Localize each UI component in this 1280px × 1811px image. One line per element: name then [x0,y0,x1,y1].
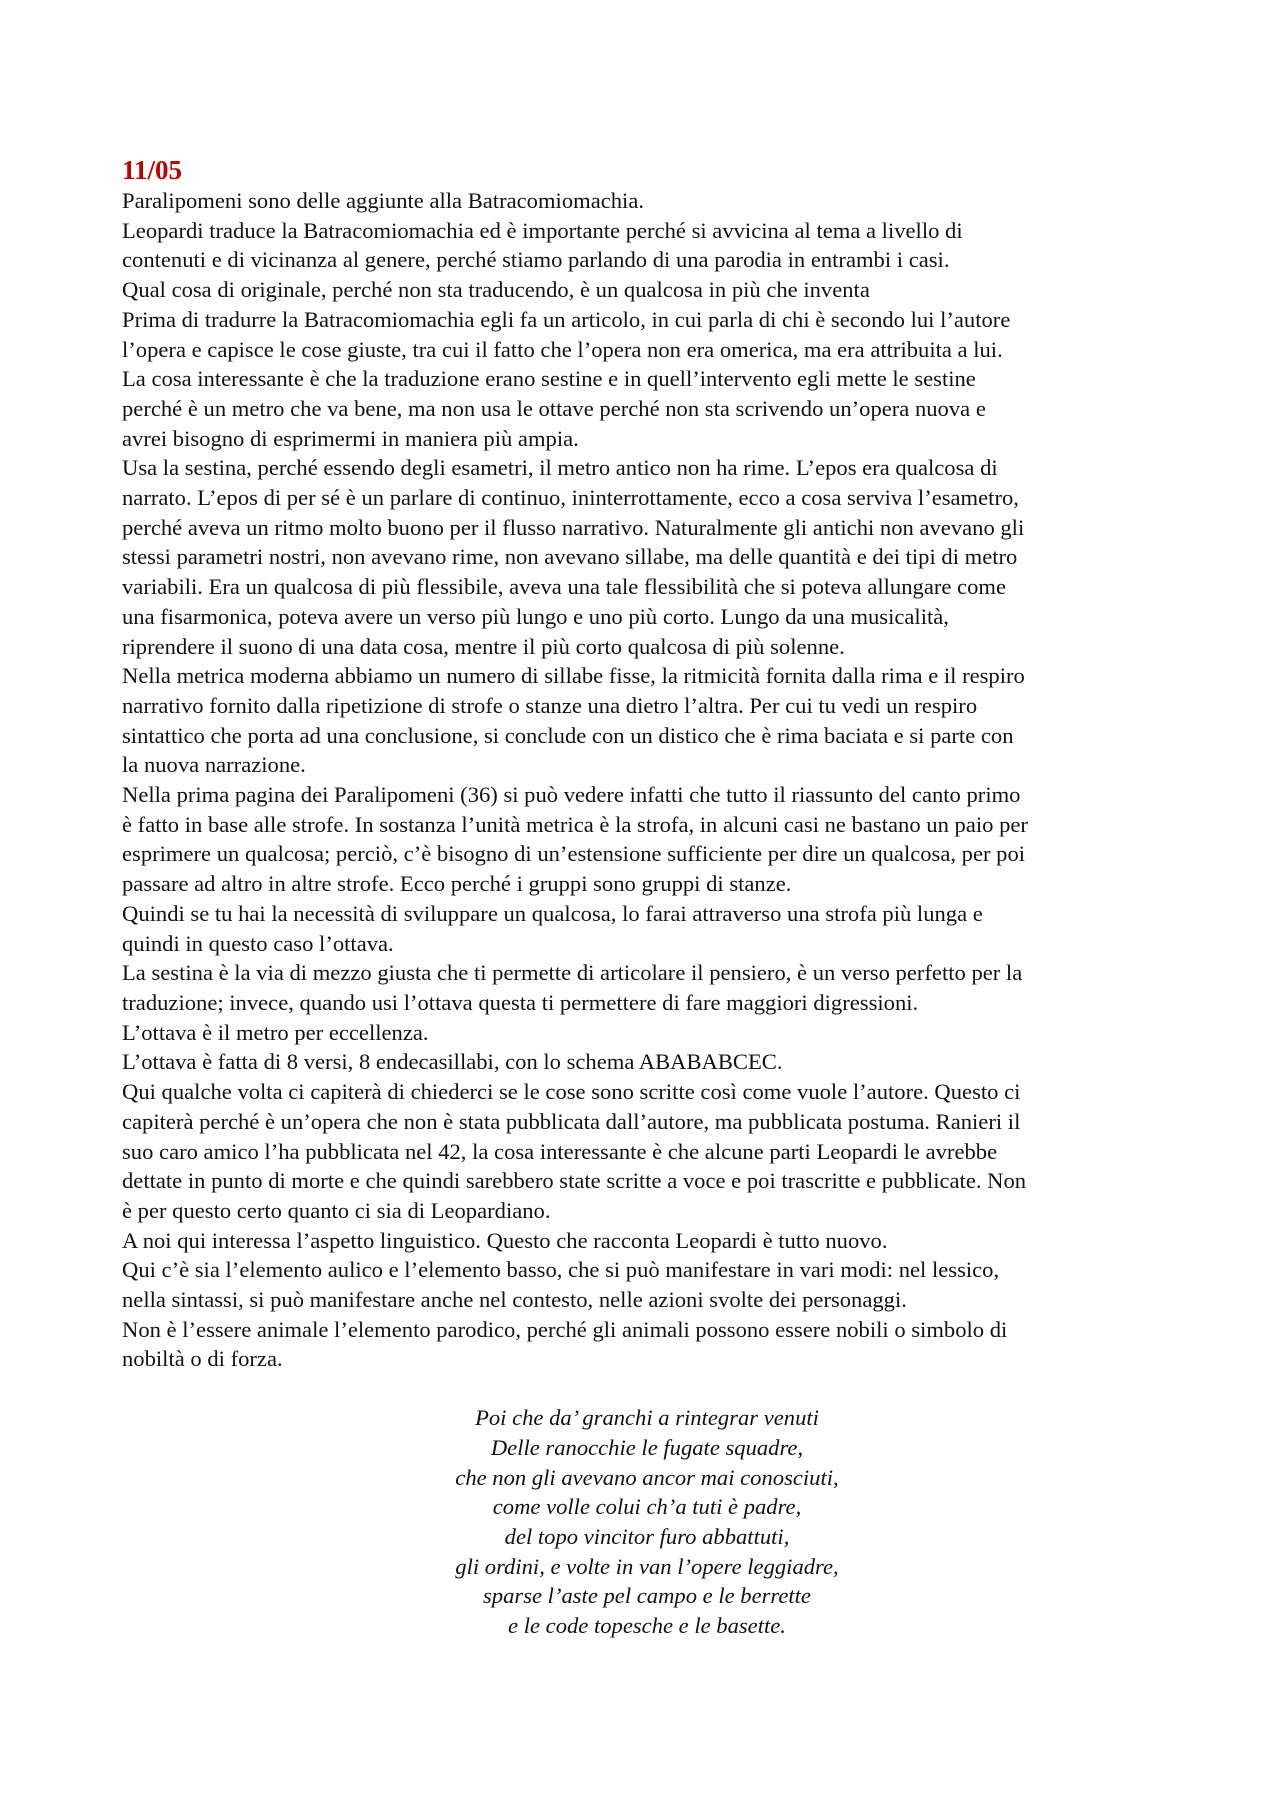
text-line: Nella prima pagina dei Paralipomeni (36) si può vedere infatti che tutto il riassunto del canto primo [122,782,1021,808]
text-line: L’ottava è fatta di 8 versi, 8 endecasillabi, con lo schema ABABABCEC. [122,1049,783,1075]
text-line: Qui c’è sia l’elemento aulico e l’elemento basso, che si può manifestare in vari modi: nel lessico, [122,1257,1000,1283]
text-line: traduzione; invece, quando usi l’ottava questa ti permettere di fare maggiori digressioni. [122,989,919,1015]
text-line: stessi parametri nostri, non avevano rime, non avevano sillabe, ma delle quantità e dei tipi di metro [122,544,1018,570]
text-line: La cosa interessante è che la traduzione erano sestine e in quell’intervento egli mette le sestine [122,366,976,392]
text-line: dettate in punto di morte e che quindi sarebbero state scritte a voce e poi trascritte e pubblicate. Non [122,1168,1027,1194]
text-line: è per questo certo quanto ci sia di Leopardiano. [122,1197,551,1223]
poem-line: Delle ranocchie le fugate squadre, [490,1434,804,1460]
poem-line: sparse l’aste pel campo e le berrette [483,1583,811,1609]
text-line: variabili. Era un qualcosa di più flessibile, aveva una tale flessibilità che si poteva allungare come [122,574,1006,600]
poem-stanza [122,1403,1172,1641]
date-heading: 11/05 [122,155,183,185]
text-line: L’ottava è il metro per eccellenza. [122,1019,429,1045]
text-line: nobiltà o di forza. [122,1346,283,1372]
text-line: è fatto in base alle strofe. In sostanza l’unità metrica è la strofa, in alcuni casi ne bastano un paio per [122,811,1028,837]
text-line: narrativo fornito dalla ripetizione di strofe o stanze una dietro l’altra. Per cui tu vedi un respiro [122,692,978,718]
text-line: capiterà perché è un’opera che non è stata pubblicata dall’autore, ma pubblicata postuma. Ranieri il [122,1108,1021,1134]
text-line: suo caro amico l’ha pubblicata nel 42, la cosa interessante è che alcune parti Leopardi le avrebbe [122,1138,998,1164]
text-line: perché è un metro che va bene, ma non usa le ottave perché non sta scrivendo un’opera nuova e [122,395,986,421]
poem-line: che non gli avevano ancor mai conosciuti, [455,1464,839,1490]
text-line: riprendere il suono di una data cosa, mentre il più corto qualcosa di più solenne. [122,633,845,659]
text-line: Qui qualche volta ci capiterà di chiederci se le cose sono scritte così come vuole l’autore. Questo ci [122,1079,1021,1105]
text-line: Usa la sestina, perché essendo degli esametri, il metro antico non ha rime. L’epos era qualcosa di [122,455,998,481]
poem-line: e le code topesche e le basette. [508,1613,786,1639]
text-line: La sestina è la via di mezzo giusta che ti permette di articolare il pensiero, è un verso perfetto per la [122,960,1023,986]
poem-line: gli ordini, e volte in van l’opere leggiadre, [455,1553,839,1579]
text-line: perché aveva un ritmo molto buono per il flusso narrativo. Naturalmente gli antichi non avevano gli [122,514,1025,540]
text-line: Qual cosa di originale, perché non sta traducendo, è un qualcosa in più che inventa [122,277,870,303]
text-line: la nuova narrazione. [122,752,306,778]
poem-line: Poi che da’ granchi a rintegrar venuti [475,1405,819,1431]
text-line: esprimere un qualcosa; perciò, c’è bisogno di un’estensione sufficiente per dire un qualcosa, per poi [122,841,1026,867]
document-page [122,154,1172,1641]
poem-line: come volle colui ch’a tuti è padre, [492,1494,802,1520]
text-line: contenuti e di vicinanza al genere, perché stiamo parlando di una parodia in entrambi i casi. [122,247,950,273]
text-line: sintattico che porta ad una conclusione, si conclude con un distico che è rima baciata e si parte con [122,722,1014,748]
text-line: l’opera e capisce le cose giuste, tra cui il fatto che l’opera non era omerica, ma era attribuita a lui. [122,336,1003,362]
text-line: Nella metrica moderna abbiamo un numero di sillabe fisse, la ritmicità fornita dalla rima e il respiro [122,663,1025,689]
text-line: Prima di tradurre la Batracomiomachia egli fa un articolo, in cui parla di chi è secondo lui l’autore [122,306,1011,332]
text-line: nella sintassi, si può manifestare anche nel contesto, nelle azioni svolte dei personaggi. [122,1287,907,1313]
text-line: passare ad altro in altre strofe. Ecco perché i gruppi sono gruppi di stanze. [122,871,792,897]
text-line: avrei bisogno di esprimermi in maniera più ampia. [122,425,579,451]
text-line: una fisarmonica, poteva avere un verso più lungo e uno più corto. Lungo da una musicalità, [122,603,949,629]
text-line: A noi qui interessa l’aspetto linguistico. Questo che racconta Leopardi è tutto nuovo. [122,1227,888,1253]
body-paragraph [122,186,1172,1374]
text-line: narrato. L’epos di per sé è un parlare di continuo, ininterrottamente, ecco a cosa serviva l’esametro, [122,485,1019,511]
text-line: Quindi se tu hai la necessità di sviluppare un qualcosa, lo farai attraverso una strofa più lunga e [122,900,983,926]
text-line: quindi in questo caso l’ottava. [122,930,394,956]
text-line: Non è l’essere animale l’elemento parodico, perché gli animali possono essere nobili o simbolo di [122,1316,1008,1342]
poem-line: del topo vincitor furo abbattuti, [504,1523,790,1549]
text-line: Leopardi traduce la Batracomiomachia ed è importante perché si avvicina al tema a livello di [122,217,963,243]
text-line: Paralipomeni sono delle aggiunte alla Batracomiomachia. [122,188,644,213]
